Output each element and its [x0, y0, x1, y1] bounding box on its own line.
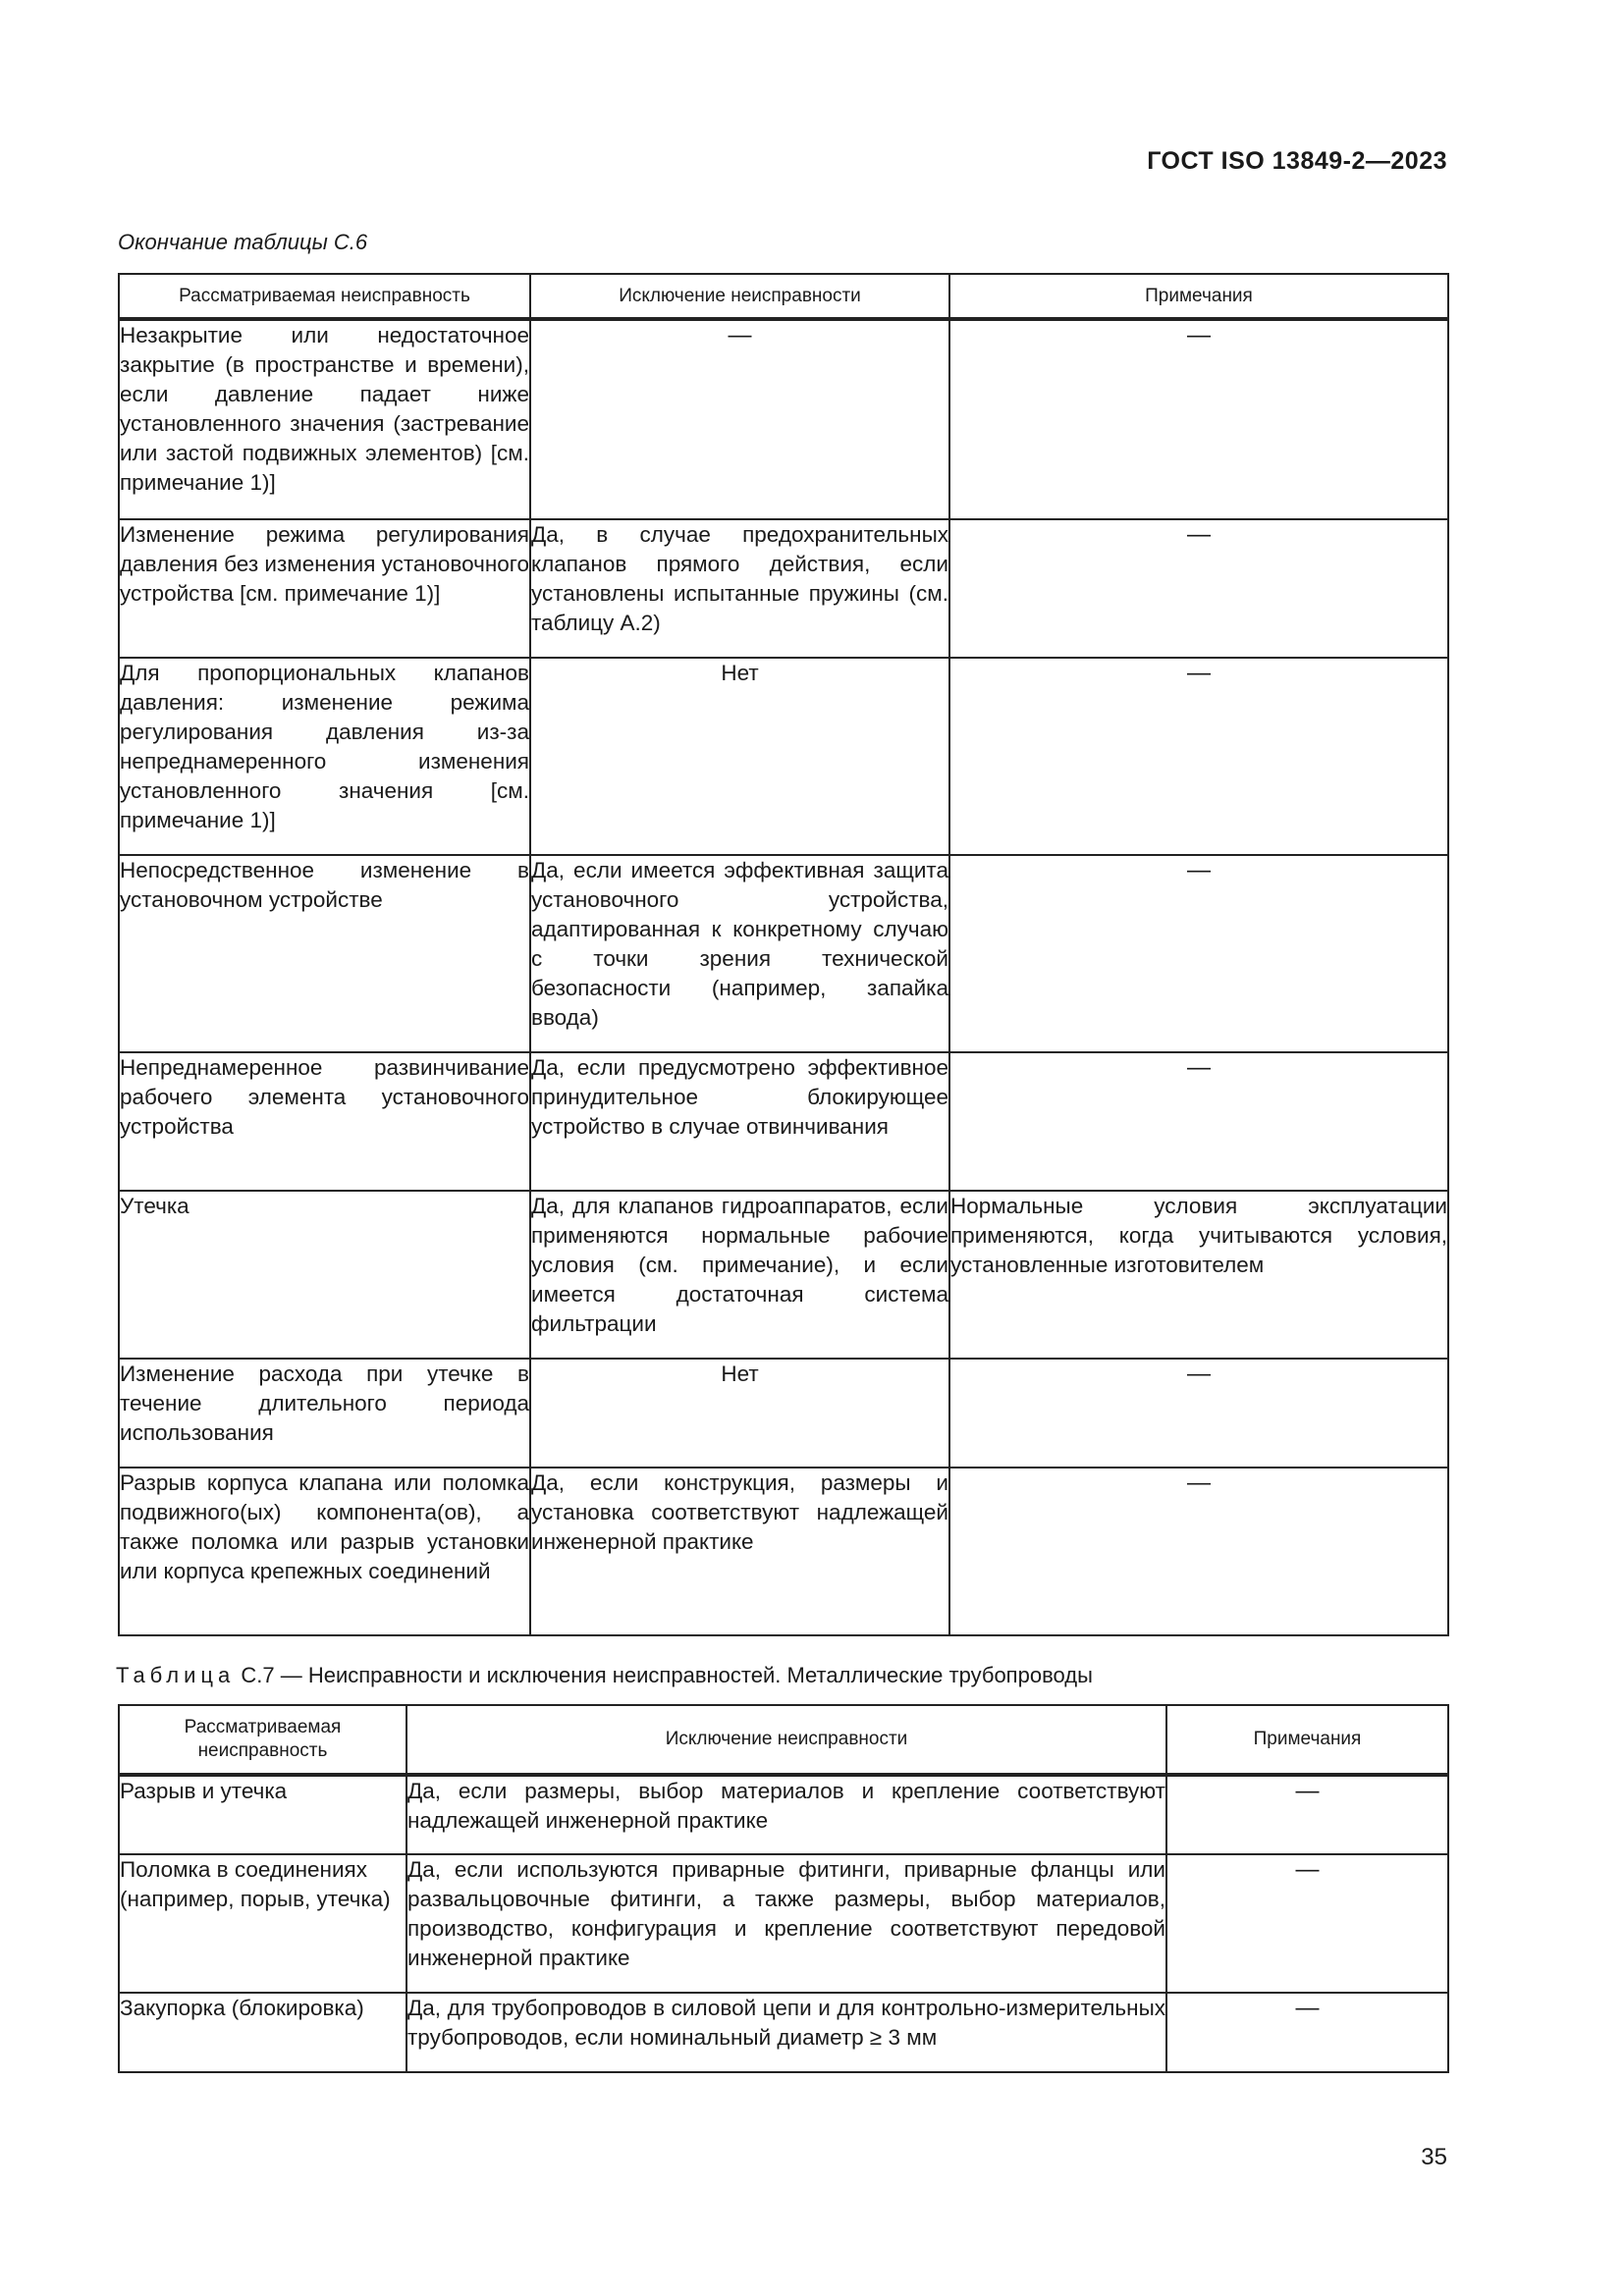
table-c7 — [118, 1704, 1449, 2073]
fault-cell: Непосредственное изменение в установочном устройстве — [119, 855, 530, 1052]
column-header-fault: Рассматриваемая неисправность — [119, 274, 530, 319]
column-header-fault: Рассматриваемая неисправность — [119, 1705, 406, 1775]
notes-cell: — — [949, 519, 1448, 658]
notes-cell: Нормальные условия эксплуатации применяются, когда учитываются условия, установленные изготовителем — [949, 1191, 1448, 1359]
exclusion-cell: Да, если используются приварные фитинги, приварные фланцы или развальцовочные фитинги, а также размеры, выбор материалов, производство, конфигурация и крепление соответствуют передовой инженерной практике — [406, 1854, 1166, 1993]
exclusion-cell: Да, для клапанов гидроаппаратов, если применяются нормальные рабочие условия (см. примечание), и если имеется достаточная система фильтрации — [530, 1191, 949, 1359]
notes-cell: — — [949, 1052, 1448, 1191]
notes-cell: — — [949, 1468, 1448, 1635]
notes-cell: — — [949, 319, 1448, 519]
fault-cell: Разрыв корпуса клапана или поломка подвижного(ых) компонента(ов), а также поломка или разрыв установки или корпуса крепежных соединений — [119, 1468, 530, 1635]
fault-cell: Для пропорциональных клапанов давления: изменение режима регулирования давления из-за непреднамеренного изменения установленного значения [см. примечание 1)] — [119, 658, 530, 855]
table-row — [119, 1191, 1448, 1359]
table-row — [119, 1993, 1448, 2072]
exclusion-cell: Нет — [530, 658, 949, 855]
fault-cell: Разрыв и утечка — [119, 1775, 406, 1854]
notes-cell: — — [949, 1359, 1448, 1468]
table-c6-caption: Окончание таблицы С.6 — [118, 230, 368, 254]
table-row — [119, 855, 1448, 1052]
table-row — [119, 1052, 1448, 1191]
column-header-exclusion: Исключение неисправности — [406, 1705, 1166, 1775]
fault-cell: Утечка — [119, 1191, 530, 1359]
exclusion-cell: Да, если имеется эффективная защита установочного устройства, адаптированная к конкретному случаю с точки зрения технической безопасности (например, запайка ввода) — [530, 855, 949, 1052]
exclusion-cell: Да, в случае предохранительных клапанов прямого действия, если установлены испытанные пружины (см. таблицу А.2) — [530, 519, 949, 658]
table-c6-header-row — [119, 274, 1448, 319]
exclusion-cell: Нет — [530, 1359, 949, 1468]
document-code: ГОСТ ISO 13849-2—2023 — [1147, 147, 1447, 175]
column-header-exclusion: Исключение неисправности — [530, 274, 949, 319]
fault-cell: Поломка в соединениях (например, порыв, утечка) — [119, 1854, 406, 1993]
table-row — [119, 519, 1448, 658]
fault-cell: Изменение расхода при утечке в течение длительного периода использования — [119, 1359, 530, 1468]
table-c7-header-row — [119, 1705, 1448, 1775]
table-row — [119, 1359, 1448, 1468]
notes-cell: — — [1166, 1775, 1448, 1854]
table-row — [119, 1854, 1448, 1993]
fault-cell: Закупорка (блокировка) — [119, 1993, 406, 2072]
notes-cell: — — [949, 658, 1448, 855]
table-c7-caption-prefix: Таблица — [116, 1663, 236, 1687]
exclusion-cell: — — [530, 319, 949, 519]
notes-cell: — — [949, 855, 1448, 1052]
column-header-notes: Примечания — [949, 274, 1448, 319]
table-row — [119, 658, 1448, 855]
page-number: 35 — [1421, 2144, 1447, 2170]
notes-cell: — — [1166, 1993, 1448, 2072]
exclusion-cell: Да, если конструкция, размеры и установка соответствуют надлежащей инженерной практике — [530, 1468, 949, 1635]
exclusion-cell: Да, если предусмотрено эффективное принудительное блокирующее устройство в случае отвинчивания — [530, 1052, 949, 1191]
fault-cell: Незакрытие или недостаточное закрытие (в пространстве и времени), если давление падает ниже установленного значения (застревание или застой подвижных элементов) [см. примечание 1)] — [119, 319, 530, 519]
notes-cell: — — [1166, 1854, 1448, 1993]
table-row — [119, 1775, 1448, 1854]
table-c7-caption — [116, 1663, 1093, 1688]
table-c7-caption-text: С.7 — Неисправности и исключения неисправностей. Металлические трубопроводы — [235, 1663, 1093, 1687]
table-c6 — [118, 273, 1449, 1636]
exclusion-cell: Да, для трубопроводов в силовой цепи и для контрольно-измерительных трубопроводов, если номинальный диаметр ≥ 3 мм — [406, 1993, 1166, 2072]
table-row — [119, 1468, 1448, 1635]
exclusion-cell: Да, если размеры, выбор материалов и крепление соответствуют надлежащей инженерной практике — [406, 1775, 1166, 1854]
fault-cell: Изменение режима регулирования давления без изменения установочного устройства [см. примечание 1)] — [119, 519, 530, 658]
fault-cell: Непреднамеренное развинчивание рабочего элемента установочного устройства — [119, 1052, 530, 1191]
column-header-notes: Примечания — [1166, 1705, 1448, 1775]
table-row — [119, 319, 1448, 519]
